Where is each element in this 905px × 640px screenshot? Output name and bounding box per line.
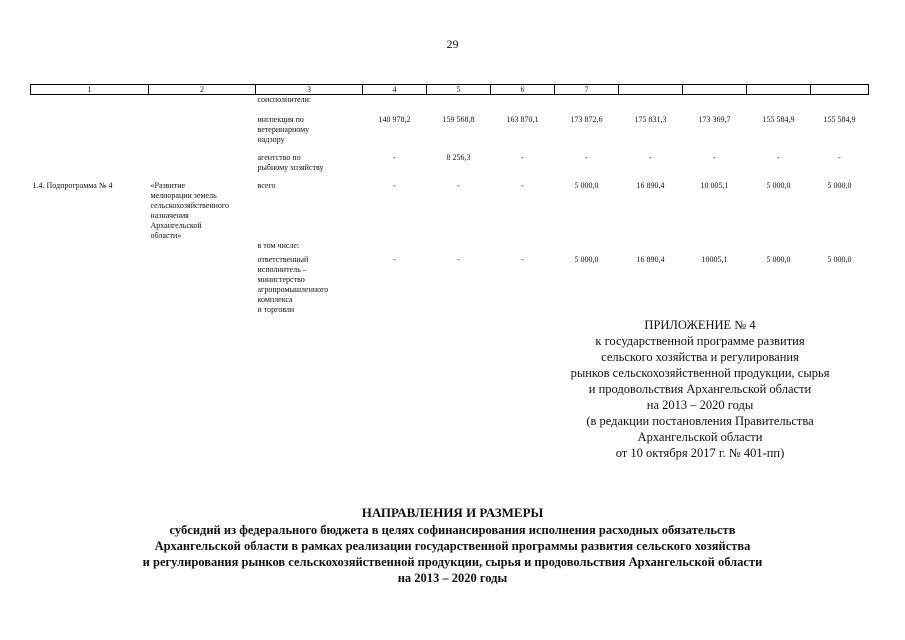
cell-line: комплекса	[257, 295, 293, 304]
header-cell: 4	[363, 85, 427, 95]
value-cell: -	[393, 255, 396, 264]
value-cell	[683, 95, 747, 106]
value-cell: -	[457, 181, 460, 190]
value-cell: 5 000,0	[827, 255, 852, 264]
value-cell	[555, 241, 619, 251]
appendix-line: сельского хозяйства и регулирования	[601, 350, 799, 364]
cell-c3	[256, 105, 363, 145]
appendix-block	[520, 317, 880, 461]
value-cell: 5 000,0	[766, 255, 791, 264]
cell-c1	[31, 145, 149, 173]
header-cell: 5	[427, 85, 491, 95]
cell-line: агропромышленного	[257, 285, 329, 294]
header-cell	[747, 85, 811, 95]
cell-c2	[149, 105, 256, 145]
title-line: на 2013 – 2020 годы	[397, 571, 508, 585]
title-line: субсидий из федерального бюджета в целях софинансирования исполнения расходных обязательств	[169, 523, 736, 537]
header-cell	[811, 85, 869, 95]
value-cell: -	[521, 255, 524, 264]
cell-c2	[149, 251, 256, 315]
cell-line: министерство	[257, 275, 305, 284]
cell-line: «Развитие	[150, 181, 186, 190]
appendix-line: ПРИЛОЖЕНИЕ № 4	[644, 318, 756, 332]
value-cell: -	[393, 153, 396, 162]
cell-line: надзору	[257, 135, 285, 144]
cell-line: 1.4. Подпрограмма № 4	[32, 181, 113, 190]
value-cell	[619, 241, 683, 251]
header-cell: 3	[256, 85, 363, 95]
header-cell	[619, 85, 683, 95]
table-row	[31, 145, 869, 173]
appendix-line: и продовольствия Архангельской области	[588, 382, 812, 396]
value-cell: -	[457, 255, 460, 264]
cell-line: рыбному хозяйству	[257, 163, 324, 172]
appendix-line: на 2013 – 2020 годы	[646, 398, 754, 412]
title-line: и регулирования рынков сельскохозяйственной продукции, сырья и продовольствия Архангельской области	[142, 555, 763, 569]
value-cell	[427, 95, 491, 106]
value-cell: 163 870,1	[506, 115, 539, 124]
value-cell: -	[649, 153, 652, 162]
value-cell: -	[521, 181, 524, 190]
cell-c3	[256, 241, 363, 251]
cell-c2	[149, 241, 256, 251]
table-row	[31, 95, 869, 106]
appendix-line: Архангельской области	[637, 430, 763, 444]
value-cell: 175 831,3	[634, 115, 667, 124]
value-cell	[363, 95, 427, 106]
value-cell	[363, 241, 427, 251]
cell-c2	[149, 173, 256, 241]
value-cell	[747, 95, 811, 106]
value-cell: -	[838, 153, 841, 162]
table-row	[31, 105, 869, 145]
value-cell: 155 584,9	[823, 115, 856, 124]
cell-c1	[31, 95, 149, 106]
table-row	[31, 251, 869, 315]
cell-line: инспекция по	[257, 115, 304, 124]
cell-line: исполнитель –	[257, 265, 307, 274]
cell-line: Архангельской	[150, 221, 202, 230]
value-cell: 5 000,0	[574, 181, 599, 190]
cell-line: ветеринарному	[257, 125, 310, 134]
value-cell: -	[777, 153, 780, 162]
value-cell: 5 000,0	[574, 255, 599, 264]
cell-line: агентство по	[257, 153, 301, 162]
cell-c3	[256, 251, 363, 315]
page-number: 29	[446, 37, 459, 51]
cell-line: всего	[257, 181, 276, 190]
value-cell	[427, 241, 491, 251]
value-cell: 173 872,6	[570, 115, 603, 124]
title-heading: НАПРАВЛЕНИЯ И РАЗМЕРЫ	[361, 505, 544, 520]
value-cell: 10 005,1	[700, 181, 729, 190]
value-cell: -	[585, 153, 588, 162]
value-cell	[555, 95, 619, 106]
value-cell: 10005,1	[701, 255, 728, 264]
value-cell: -	[521, 153, 524, 162]
appendix-line: от 10 октября 2017 г. № 401-пп)	[615, 446, 785, 460]
value-cell	[491, 241, 555, 251]
value-cell: 16 890,4	[636, 255, 665, 264]
cell-line: и торговли	[257, 305, 295, 314]
value-cell	[683, 241, 747, 251]
value-cell: -	[393, 181, 396, 190]
value-cell: 159 568,8	[442, 115, 475, 124]
cell-line: в том числе:	[257, 241, 300, 250]
cell-c3	[256, 173, 363, 241]
value-cell: 140 978,2	[378, 115, 411, 124]
cell-line: ответственный	[257, 255, 309, 264]
value-cell	[619, 95, 683, 106]
header-cell	[683, 85, 747, 95]
value-cell: 173 369,7	[698, 115, 731, 124]
value-cell	[747, 241, 811, 251]
cell-c2	[149, 95, 256, 106]
cell-c2	[149, 145, 256, 173]
cell-c1	[31, 173, 149, 241]
table-row	[31, 241, 869, 251]
cell-c1	[31, 241, 149, 251]
value-cell: 16 890,4	[636, 181, 665, 190]
cell-line: назначения	[150, 211, 189, 220]
value-cell: 5 000,0	[766, 181, 791, 190]
cell-c1	[31, 105, 149, 145]
cell-c3	[256, 95, 363, 106]
cell-line: сельскохозяйственного	[150, 201, 229, 210]
value-cell	[491, 95, 555, 106]
cell-line: мелиорации земель	[150, 191, 217, 200]
title-line: Архангельской области в рамках реализации государственной программы развития сельского хозяйства	[154, 539, 751, 553]
table-body	[31, 95, 869, 316]
header-cell: 7	[555, 85, 619, 95]
value-cell	[811, 241, 869, 251]
value-cell: 8 256,3	[446, 153, 471, 162]
cell-line: области»	[150, 231, 182, 240]
table-row	[31, 173, 869, 241]
value-cell	[811, 95, 869, 106]
header-cell: 6	[491, 85, 555, 95]
cell-c3	[256, 145, 363, 173]
title-subtitle	[0, 522, 905, 586]
appendix-line: рынков сельскохозяйственной продукции, сырья	[570, 366, 830, 380]
header-cell: 2	[149, 85, 256, 95]
document-title	[0, 505, 905, 586]
table-header-row	[31, 85, 869, 95]
value-cell: 155 584,9	[762, 115, 795, 124]
value-cell: -	[713, 153, 716, 162]
value-cell: 5 000,0	[827, 181, 852, 190]
budget-table	[30, 84, 869, 315]
cell-c1	[31, 251, 149, 315]
cell-line: соисполнители:	[257, 95, 312, 104]
header-cell: 1	[31, 85, 149, 95]
appendix-line: к государственной программе развития	[595, 334, 805, 348]
appendix-line: (в редакции постановления Правительства	[586, 414, 814, 428]
